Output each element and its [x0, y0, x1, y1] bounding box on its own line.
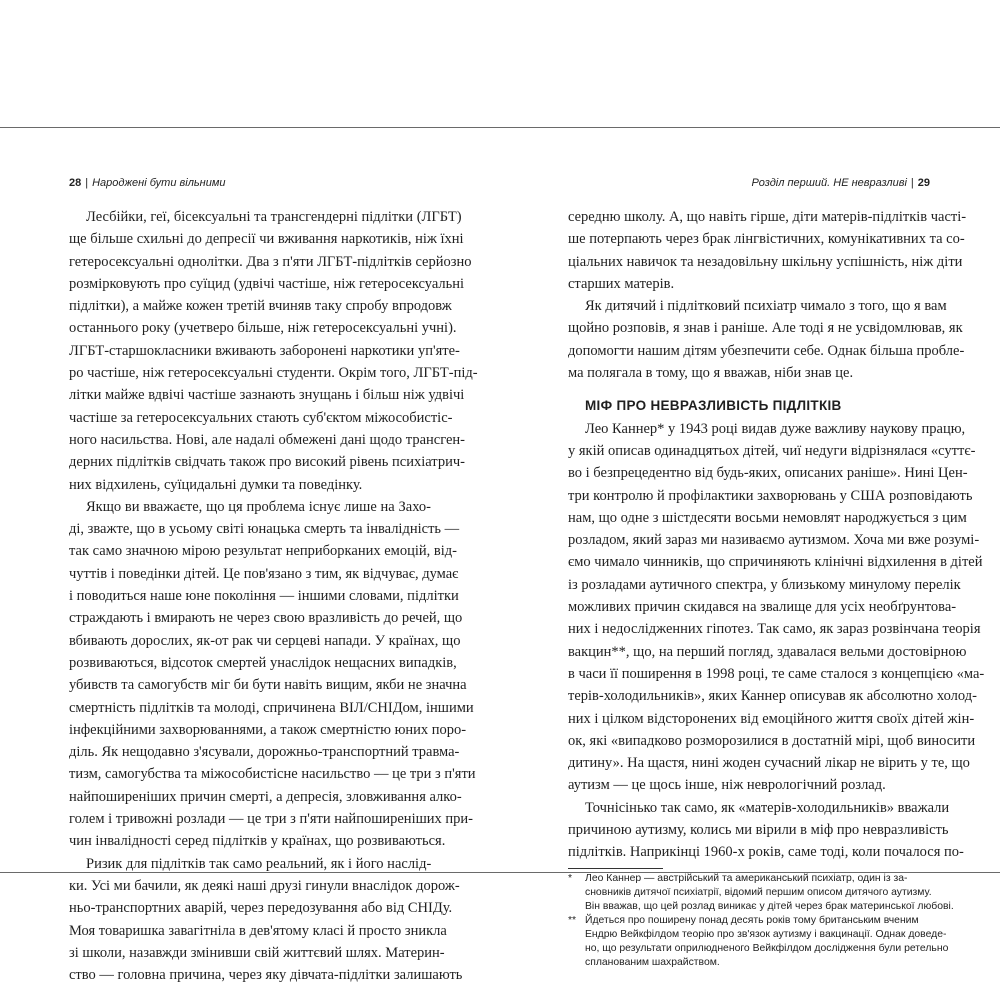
text-line: ного насильства. Нові, але надалі обмежені дані щодо трансген-	[69, 431, 465, 448]
text-line: старших матерів.	[568, 275, 675, 292]
text-line: них і недослідженних гіпотез. Так само, як зараз розвінчана теорія	[568, 621, 981, 638]
right-page-text	[568, 206, 985, 970]
text-line: смертність підлітків та молоді, спричинена ВІЛ/СНІДом, іншими	[69, 699, 474, 716]
text-line: у якій описав одинадцятьох дітей, чиї недуги відрізнялася «суттє-	[568, 442, 976, 459]
text-line: розмірковують про суїцид (удвічі частіше, ніж гетеросексуальні	[69, 275, 465, 292]
text-line: ціальних навичок та незадовільну шкільну успішність, ніж діти	[568, 253, 963, 270]
footnote-rule	[568, 868, 663, 869]
footnote-line: Лео Каннер — австрійський та американський психіатр, один із за-	[585, 872, 908, 884]
book-title: Народжені бути вільними	[92, 177, 226, 189]
text-line: голем і тривожні розлади — це три з п'яти найпоширеніших при-	[69, 811, 473, 828]
text-line: гетеросексуальні однолітки. Два з п'яти ЛГБТ-підлітків серйозно	[69, 253, 472, 270]
text-line: підлітки), а майже кожен третій вчиняв таку спробу впродовж	[69, 298, 452, 315]
text-line: аутизм — це щось інше, ніж неврологічний розлад.	[568, 777, 886, 794]
text-line: Точнісінько так само, як «матерів-холодильників» вважали	[585, 799, 950, 816]
text-line: щойно розповів, я знав і раніше. Але тоді я не усвідомлював, як	[568, 320, 963, 337]
text-line: ді, зважте, що в усьому світі юнацька смерть та інвалідність —	[69, 521, 460, 538]
text-line: ше потерпають через брак лінгвістичних, комунікативних та со-	[568, 231, 965, 248]
text-line: нам, що одне з шістдесяти восьми немовлят народжується з цим	[568, 509, 967, 526]
footnote-line: Ендрю Вейкфілдом теорію про зв'язок аутизму і вакцинації. Однак доведе-	[585, 928, 947, 940]
text-line: діль. Як нещодавно з'ясували, дорожньо-транспортний травма-	[69, 744, 460, 761]
paragraph	[568, 797, 964, 864]
text-line: ма полягала в тому, що я вважав, ніби знав це.	[568, 365, 854, 382]
text-line: них і цілком відсторонених від емоційного життя своїх дітей жін-	[568, 710, 975, 727]
paragraph	[568, 206, 967, 295]
text-line: причиною аутизму, колись ми вірили в міф про невразливість	[568, 822, 949, 839]
text-line: літки майже вдвічі частіше зазнають знущань і більш ніж удвічі	[69, 387, 465, 404]
footnote-line: Йдеться про поширену понад десять років тому британським вченим	[585, 914, 919, 926]
paragraph	[568, 295, 965, 384]
text-line: Лесбійки, геї, бісексуальні та трансгендерні підлітки (ЛГБТ)	[86, 209, 462, 225]
text-line: середню школу. А, що навіть гірше, діти матерів-підлітків часті-	[568, 209, 967, 225]
text-line: ок, які «випадково розморозилися в достатній мірі, щоб виносити	[568, 732, 976, 749]
text-line: в часи її поширення в 1998 році, те саме сталося з концепцією «ма-	[568, 665, 985, 682]
text-line: ємо чимало чинників, що спричиняють клінічні відхилення в дітей	[568, 554, 983, 571]
text-line: Ризик для підлітків так само реальний, як і його наслід-	[86, 855, 432, 872]
footnotes	[568, 872, 954, 970]
footnote-line: спланованим шахрайством.	[585, 956, 720, 968]
text-line: із розладами аутичного спектра, у близькому минулому перелік	[568, 576, 961, 593]
footnote	[568, 872, 954, 914]
text-line: ство — головна причина, через яку дівчата-підлітки залишають	[69, 967, 463, 984]
paragraph	[69, 206, 478, 496]
footnote-line: сновників дитячої психіатрії, відомий першим описом дитячого аутизму.	[585, 886, 932, 898]
text-line: дерних підлітків свідчать також про високий рівень психіатрич-	[69, 454, 465, 471]
text-line: підлітків. Наприкінці 1960-х років, саме тоді, коли почалося по-	[568, 844, 964, 861]
running-head-separator: |	[910, 177, 914, 189]
text-line: допомогти нашим дітям убезпечити себе. Однак більша пробле-	[568, 342, 965, 359]
text-line: вакцин**, що, на перший погляд, здавалася вельми достовірною	[568, 643, 967, 660]
running-head-left	[69, 175, 226, 191]
text-line: ньо-транспортних аварій, через передозування або від СНІДу.	[69, 900, 453, 917]
text-line: Моя товаришка завагітніла в дев'ятому класі й просто зникла	[69, 922, 447, 939]
page-number-right: 29	[917, 177, 930, 189]
text-line: і поводиться наше юне покоління — іншими словами, підлітки	[69, 588, 459, 605]
text-line: терів-холодильників», яких Каннер описував як абсолютно холод-	[568, 688, 977, 705]
paragraph	[69, 853, 463, 987]
paragraph	[69, 496, 476, 853]
footnote-line: но, що результати оприлюдненого Вейкфілдом дослідження були ретельно	[585, 942, 949, 954]
chapter-title: Розділ перший. НЕ невразливі	[751, 177, 907, 189]
text-line: частіше за гетеросексуальних стають суб'єктом міжособистіс-	[69, 409, 453, 426]
text-line: ки. Усі ми бачили, як деякі наші друзі гинули внаслідок дорож-	[69, 877, 460, 894]
text-line: Лео Каннер* у 1943 році видав дуже важливу наукову працю,	[585, 420, 966, 437]
text-line: ще більше схильні до депресії чи вживання наркотиків, ніж їхні	[69, 231, 464, 248]
text-line: розвиваються, відсоток смертей унаслідок нещасних випадків,	[69, 654, 457, 671]
running-head-separator: |	[85, 177, 89, 189]
text-line: них відхилень, суїцидальні думки та поведінку.	[69, 476, 363, 493]
text-line: інфекційними захворюваннями, а також смертністю юних поро-	[69, 721, 467, 738]
text-line: зі школи, назавжди змінивши свій життєвий шлях. Материн-	[69, 944, 445, 961]
text-line: розладом, який зараз ми називаємо аутизмом. Хоча ми вже розумі-	[568, 532, 980, 549]
footnote-mark: *	[568, 872, 573, 884]
text-line: во і безпрецедентно від будь-яких, описаних раніше». Нині Цен-	[568, 465, 968, 482]
paragraph	[568, 418, 985, 797]
text-line: страждають і вмирають не через свою вразливість до речей, що	[69, 610, 463, 627]
page-number-left: 28	[69, 177, 82, 189]
text-line: Як дитячий і підлітковий психіатр чимало з того, що я вам	[585, 298, 947, 315]
text-line: чин інвалідності серед підлітків у країнах, що розвиваються.	[69, 833, 446, 850]
text-line: так само значною мірою результат неприборканих емоцій, від-	[69, 543, 457, 560]
text-line: убивств та самогубств міг би бути навіть вищим, якби не значна	[69, 677, 467, 694]
left-page-text	[69, 206, 478, 986]
text-line: можливих причин скидався на звалище для усіх необґрунтова-	[568, 599, 957, 616]
text-line: останнього року (учетверо більше, ніж гетеросексуальні учні).	[69, 320, 457, 337]
text-line: дитину». На щастя, нині жоден сучасний лікар не вірить у те, що	[568, 755, 970, 772]
running-head-right	[752, 175, 930, 191]
text-line: три контролю й профілактики захворювань у США розповідають	[568, 487, 973, 504]
text-line: вбивають дорослих, як-от рак чи серцеві напади. У країнах, що	[69, 632, 461, 649]
text-line: чуттів і поведінки дітей. Це пов'язано з тим, як відчуває, думає	[69, 565, 459, 582]
text-line: тизм, самогубства та міжособистісне насильство — це три з п'яти	[69, 766, 476, 783]
text-line: найпоширеніших причин смерті, а депресія, зловживання алко-	[69, 788, 462, 805]
footnote-line: Він вважав, що цей розлад виникає у дітей через брак материнської любові.	[585, 900, 954, 912]
text-line: Якщо ви вважаєте, що ця проблема існує лише на Захо-	[86, 498, 431, 515]
footnote	[568, 914, 949, 970]
footnote-mark: **	[568, 914, 577, 926]
text-line: ЛГБТ-старшокласники вживають заборонені наркотики уп'яте-	[69, 342, 460, 359]
text-line: ро частіше, ніж гетеросексуальні студенти. Окрім того, ЛГБТ-під-	[69, 365, 478, 382]
section-heading: МІФ ПРО НЕВРАЗЛИВІСТЬ ПІДЛІТКІВ	[585, 398, 842, 414]
